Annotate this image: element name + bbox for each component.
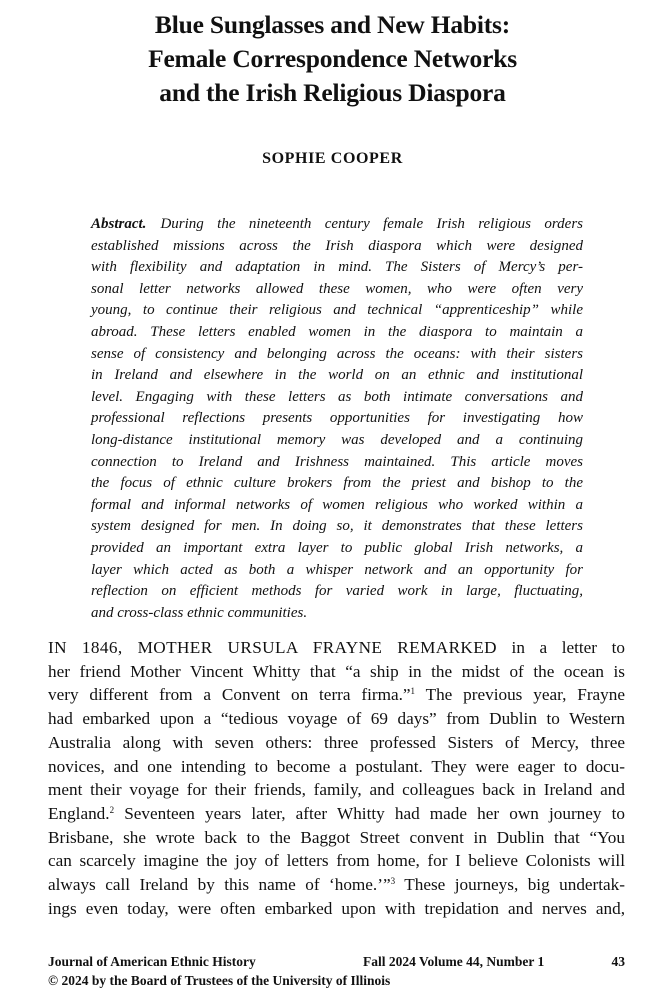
title-line: and the Irish Religious Diaspora: [159, 78, 506, 107]
abstract-line: [91, 214, 583, 236]
body-line: Australia along with seven others: three professed Sisters of Mercy, three: [48, 732, 625, 752]
abstract-line: reflection on efficient methods for varied work in large, fluctuating,: [91, 583, 583, 600]
footnote-ref[interactable]: 2: [109, 804, 115, 815]
opening-caps: IN 1846, MOTHER URSULA FRAYNE REMARKED: [48, 638, 497, 657]
abstract-line: established missions across the Irish diaspora which were designed: [91, 237, 583, 254]
copyright-line: © 2024 by the Board of Trustees of the University of Illinois: [48, 973, 391, 988]
body-text-run: The previous year, Frayne: [415, 685, 625, 705]
abstract-line: with flexibility and adaptation in mind. The Sisters of Mercy’s per-: [91, 259, 583, 276]
abstract-line: formal and informal networks of women religious who worked within a: [91, 496, 583, 513]
body-text-run: England.: [48, 803, 110, 823]
body-text: [48, 636, 625, 920]
body-line: [48, 636, 625, 660]
abstract: [91, 214, 583, 624]
abstract-line: long-distance institutional memory was developed and a continuing: [91, 431, 583, 448]
body-text-run: in a letter to: [496, 638, 625, 657]
body-line: Brisbane, she wrote back to the Baggot Street convent in Dublin that “You: [48, 827, 625, 847]
body-line: [48, 683, 625, 707]
body-line: had embarked upon a “tedious voyage of 69 days” from Dublin to Western: [48, 709, 625, 729]
body-text-run: Seventeen years later, after Whitty had made her own journey to: [114, 803, 625, 823]
abstract-label: Abstract.: [91, 216, 147, 232]
abstract-line: level. Engaging with these letters as both intimate conversations and: [91, 388, 583, 405]
body-line: can scarcely imagine the joy of letters from home, for I believe Colonists will: [48, 851, 625, 871]
abstract-line: layer which acted as both a whisper network and an opportunity for: [91, 561, 583, 578]
abstract-line: in Ireland and elsewhere in the world on an ethnic and institutional: [91, 367, 583, 384]
abstract-line: connection to Ireland and Irishness maintained. This article moves: [91, 453, 583, 470]
body-text-run: always call Ireland by this name of ‘home.’”: [48, 875, 391, 895]
abstract-line: sonal letter networks allowed these women, who were often very: [91, 280, 583, 297]
body-text-run: very different from a Convent on terra firma.”: [48, 685, 411, 705]
abstract-line: provided an important extra layer to public global Irish networks, a: [91, 539, 583, 556]
page-footer: [48, 952, 625, 990]
issue-info: Fall 2024 Volume 44, Number 1: [362, 954, 545, 969]
abstract-line-text: During the nineteenth century female Irish religious orders: [160, 216, 583, 232]
abstract-line: the focus of ethnic culture brokers from the priest and bishop to the: [91, 475, 583, 492]
footnote-ref[interactable]: 1: [410, 686, 416, 697]
footer-row: [48, 952, 625, 971]
body-line: novices, and one intending to become a postulant. They were eager to docu-: [48, 756, 625, 776]
title-line: Blue Sunglasses and New Habits:: [154, 10, 511, 39]
title-line: Female Correspondence Networks: [148, 44, 517, 73]
body-line: her friend Mother Vincent Whitty that “a ship in the midst of the ocean is: [48, 661, 625, 681]
body-line: [48, 802, 625, 826]
abstract-line: sense of consistency and belonging across the oceans: with their sisters: [91, 345, 583, 362]
body-line: ings even today, were often embarked upon with trepidation and nerves and,: [48, 898, 625, 918]
footnote-ref[interactable]: 3: [390, 876, 396, 887]
body-line: [48, 873, 625, 897]
body-line: ment their voyage for their friends, family, and colleagues back in Ireland and: [48, 780, 625, 800]
abstract-line: system designed for men. In doing so, it demonstrates that these letters: [91, 518, 583, 535]
author-name: SOPHIE COOPER: [262, 150, 403, 167]
body-text-run: These journeys, big undertak-: [395, 875, 625, 895]
abstract-line: and cross-class ethnic communities.: [91, 604, 308, 621]
abstract-line: young, to continue their religious and technical “apprenticeship” while: [91, 302, 583, 319]
abstract-line: abroad. These letters enabled women in the diaspora to maintain a: [91, 323, 583, 340]
page-number: 43: [611, 954, 625, 969]
abstract-line: professional reflections presents opportunities for investigating how: [91, 410, 583, 427]
journal-name: Journal of American Ethnic History: [48, 954, 256, 969]
article-title: [40, 8, 625, 110]
